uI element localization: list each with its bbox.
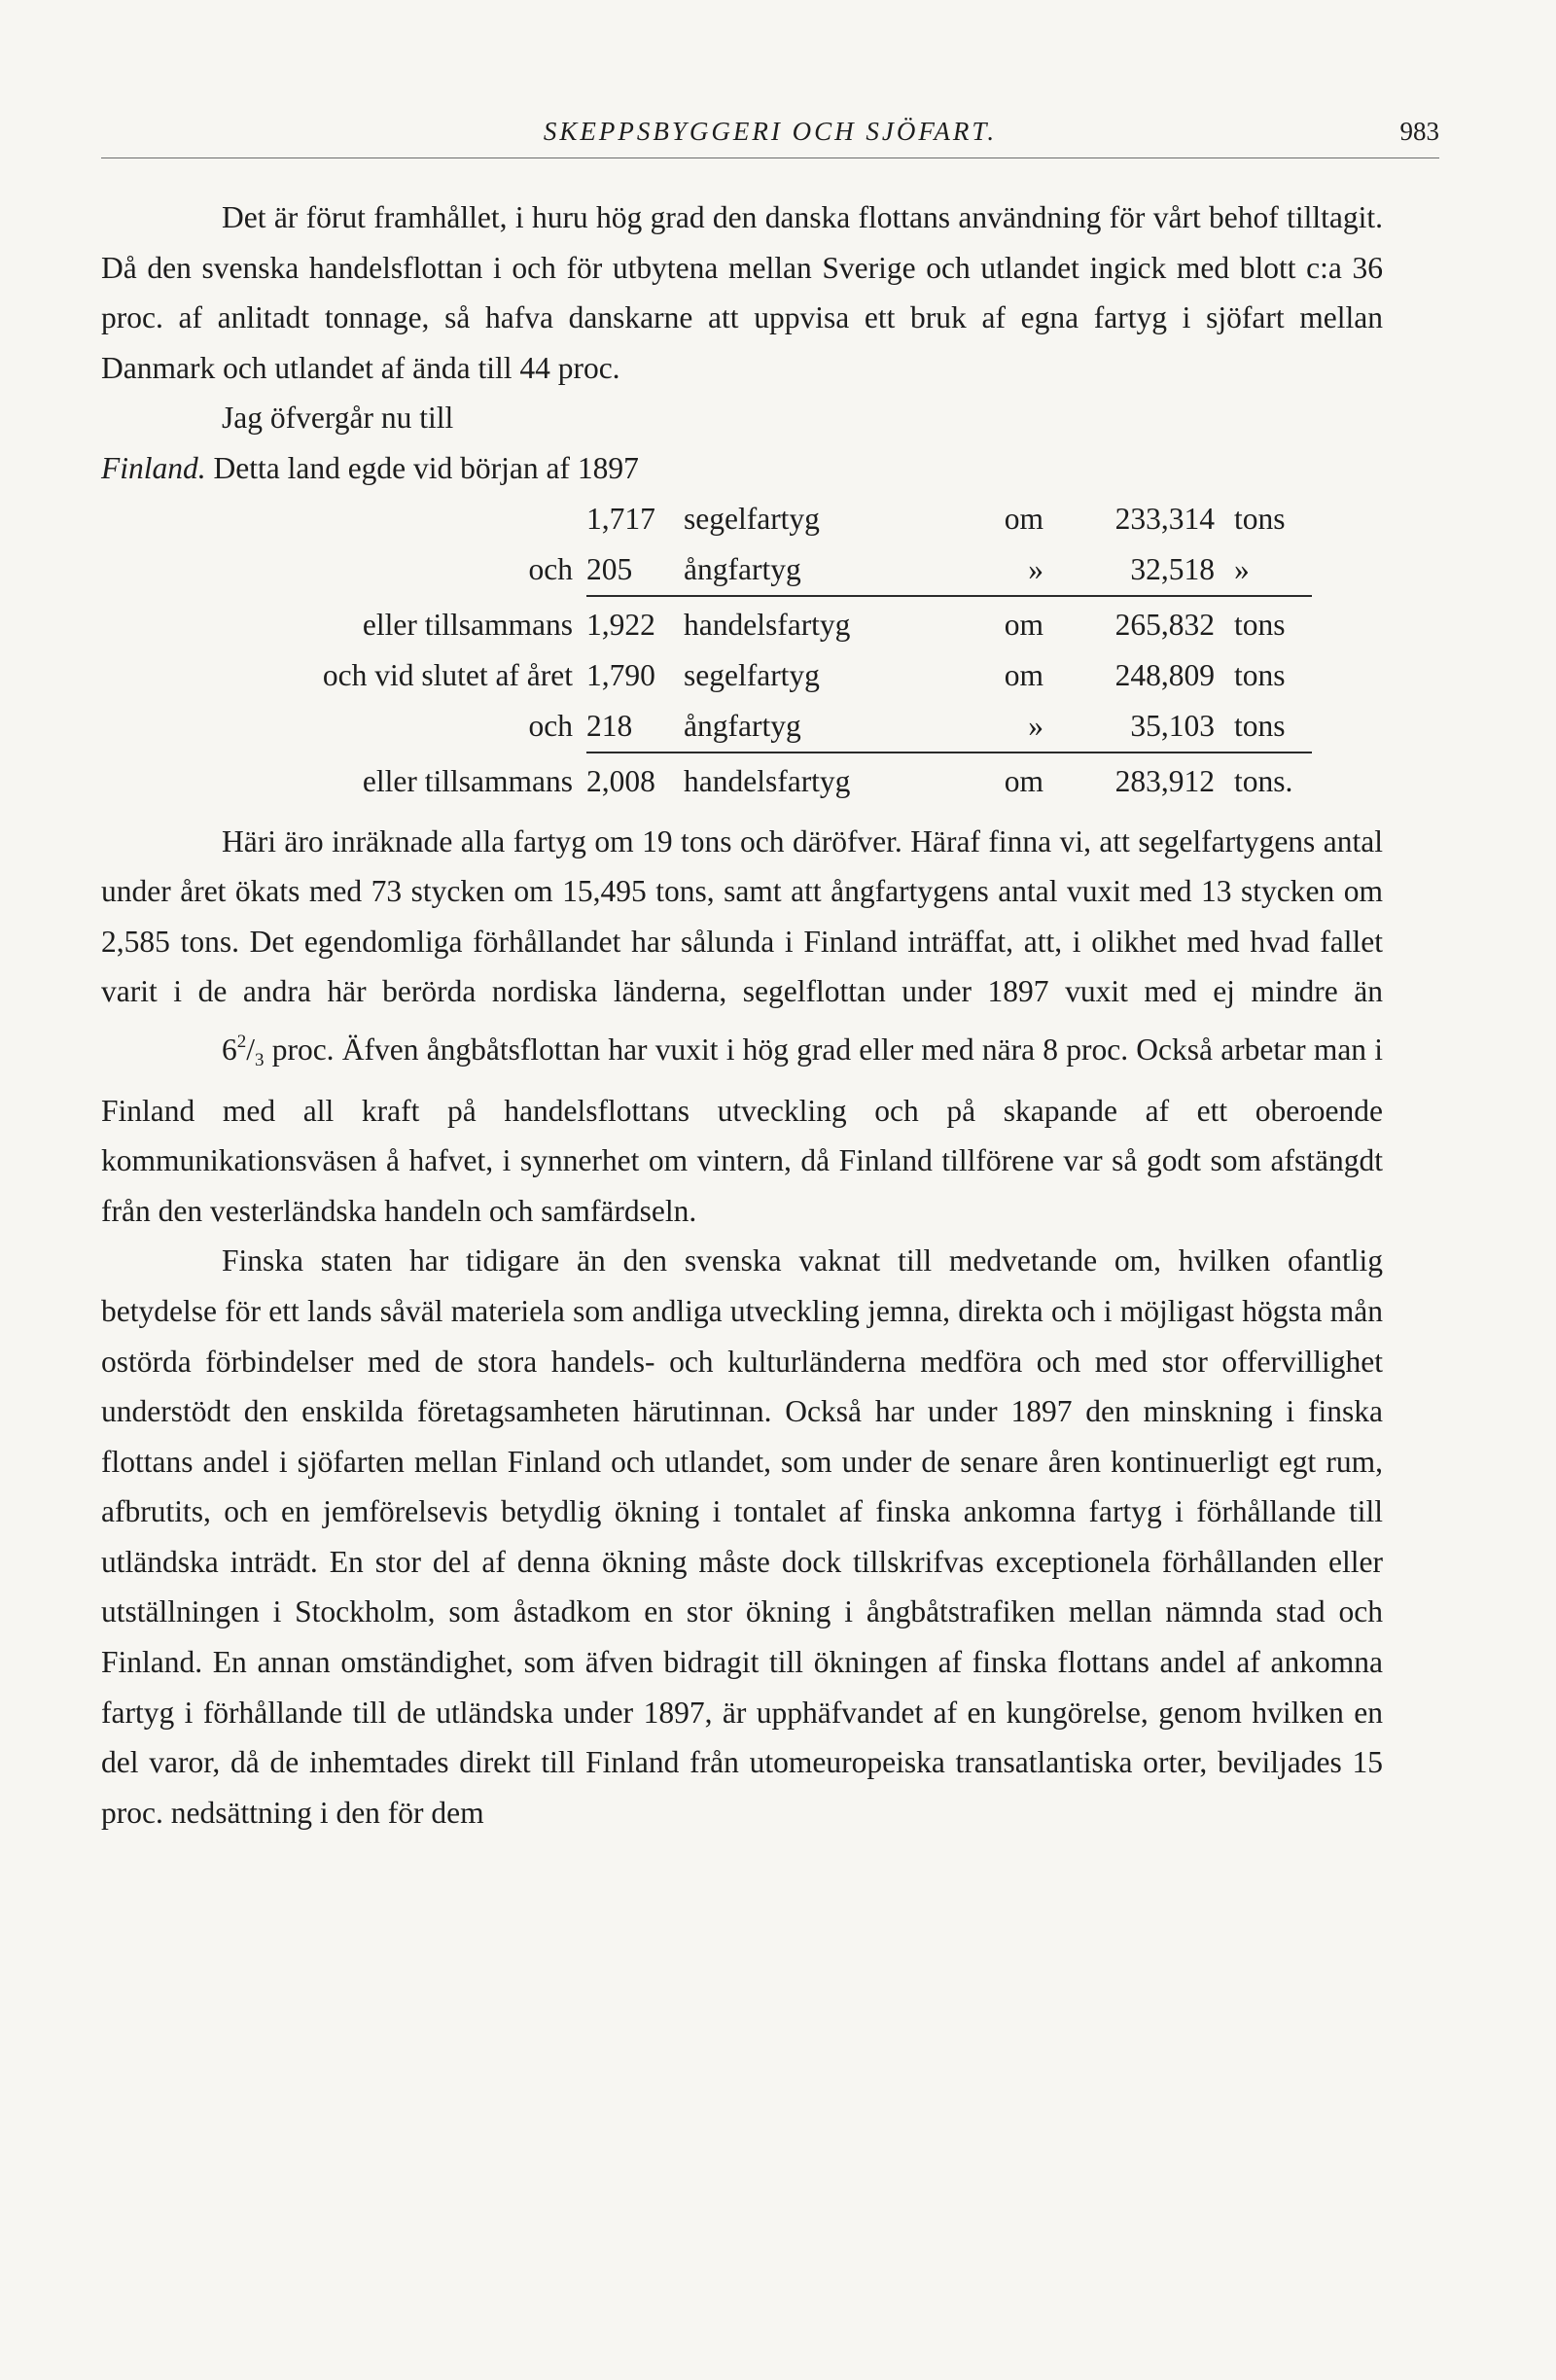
vessel-count: 205 [586,551,633,586]
row-label: eller tillsammans [362,607,573,642]
running-head-title: SKEPPSBYGGERI OCH SJÖFART. [543,117,998,146]
transition-line: Jag öfvergår nu till [222,401,454,436]
running-head [101,113,1439,158]
finland-heading: Finland. [101,450,206,485]
om-word: » [1028,708,1043,743]
paragraph-finnish-state: Finska staten har tidigare än den svenska vaknat till medvetande om, hvilken ofantlig betydelse för ett lands såväl materiela som andliga utveckling jemna, direkta och i möjligast högsta mån ostörda förbindelser med de stora handels- och kulturländerna medföra och med stor offervillighet understödt den enskilda företagsamheten härutinnan. Också har under 1897 den minskning i finska flottans andel i sjöfarten mellan Finland och utlandet, som under de senare åren kontinuerligt egt rum, afbrutits, och en jemförelsevis betydlig ökning i tontalet af finska ankomna fartyg i förhållande till utländska inträdt. En stor del af denna ökning måste dock tillskrifvas exceptionela förhållanden eller utställningen i Stockholm, som åstadkom en stor ökning i ångbåtstrafiken mellan nämnda stad och Finland. En annan omständighet, som äfven bidragit till ökningen af finska flottans andel af ankomna fartyg i förhållande till de utländska under 1897, är upphäfvandet af en kungörelse, genom hvilken en del varor, då de inhemtades direkt till Finland från utomeuropeiska transatlantiska orter, beviljades 15 proc. nedsättning i den för dem [101,1243,1383,1830]
vessel-count: 1,922 [586,607,655,642]
table-row [101,544,1312,596]
finland-intro: Detta land egde vid början af 1897 [213,450,639,485]
growth-text-end: proc. Äfven ångbåtsflottan har vuxit i hög grad eller med nära 8 proc. Också arbetar man i Finland med all kraft på handelsflottans utveckling och på skapande af ett oberoende kommunikationsväsen å hafvet, i synnerhet om vintern, då Finland tillförene var så godt som afstängdt från den vesterländska handeln och samfärdseln. [101,1032,1383,1228]
row-label: och [528,552,573,587]
row-label: och [528,709,573,744]
om-word: om [1004,657,1043,692]
table-row [101,600,1312,650]
tonnage: 233,314 [1114,501,1215,536]
table-row [101,650,1312,701]
vessel-type: handelsfartyg [684,607,851,642]
tonnage: 35,103 [1130,708,1215,743]
vessel-type: ångfartyg [684,708,801,743]
row-label: och vid slutet af året [322,657,573,692]
paragraph-finland-growth [101,817,1383,1237]
tonnage: 248,809 [1114,657,1215,692]
tons-unit: tons [1234,501,1286,536]
fraction-denominator: 3 [255,1049,265,1070]
om-word: » [1028,551,1043,586]
vessel-type: segelfartyg [684,501,820,536]
tonnage: 283,912 [1114,763,1215,798]
tons-unit: tons. [1234,763,1293,798]
paragraph-denmark: Det är förut framhållet, i huru hög grad den danska flottans användning för vårt behof tilltagit. Då den svenska handelsflottan i och för utbytena mellan Sverige och utlandet ingick med blott c:a 36 proc. af anlitadt tonnage, så hafva danskarne att uppvisa ett bruk af egna fartyg i sjöfart mellan Danmark och utlandet af ända till 44 proc. [101,200,1383,385]
row-label [101,494,586,544]
table-row [101,494,1312,544]
finland-fleet-table [101,494,1312,807]
tonnage: 265,832 [1114,607,1215,642]
vessel-count: 1,790 [586,657,655,692]
vessel-count: 1,717 [586,501,655,536]
growth-text-start: Häri äro inräknade alla fartyg om 19 tons och däröfver. Häraf finna vi, att segelfartygens antal under året ökats med 73 stycken om 15,495 tons, samt att ångfartygens antal vuxit med 13 stycken om 2,585 tons. Det egendomliga förhållandet har sålunda i Finland inträffat, att, i olikhet med hvad fallet varit i de andra här berörda nordiska länderna, segelflottan under 1897 vuxit med ej mindre än [101,823,1383,1009]
vessel-count: 218 [586,708,633,743]
tonnage: 32,518 [1130,551,1215,586]
om-word: om [1004,763,1043,798]
vessel-count: 2,008 [586,763,655,798]
tons-unit: tons [1234,607,1286,642]
vessel-type: handelsfartyg [684,763,851,798]
vessel-type: ångfartyg [684,551,801,586]
om-word: om [1004,607,1043,642]
fraction-numerator: 2 [236,1031,247,1052]
table-row [101,701,1312,752]
fraction-six-two-thirds: $6^2/_3$ [222,1031,265,1070]
row-label: eller tillsammans [362,763,573,798]
om-word: om [1004,501,1043,536]
tons-unit: tons [1234,708,1286,743]
vessel-type: segelfartyg [684,657,820,692]
tons-unit: tons [1234,657,1286,692]
finland-intro-line [101,443,1383,494]
page-number: 983 [1399,117,1439,146]
page-body [101,192,1383,1838]
table-row [101,756,1312,807]
fraction-whole: 6 [222,1032,237,1067]
tons-unit: » [1234,551,1250,586]
